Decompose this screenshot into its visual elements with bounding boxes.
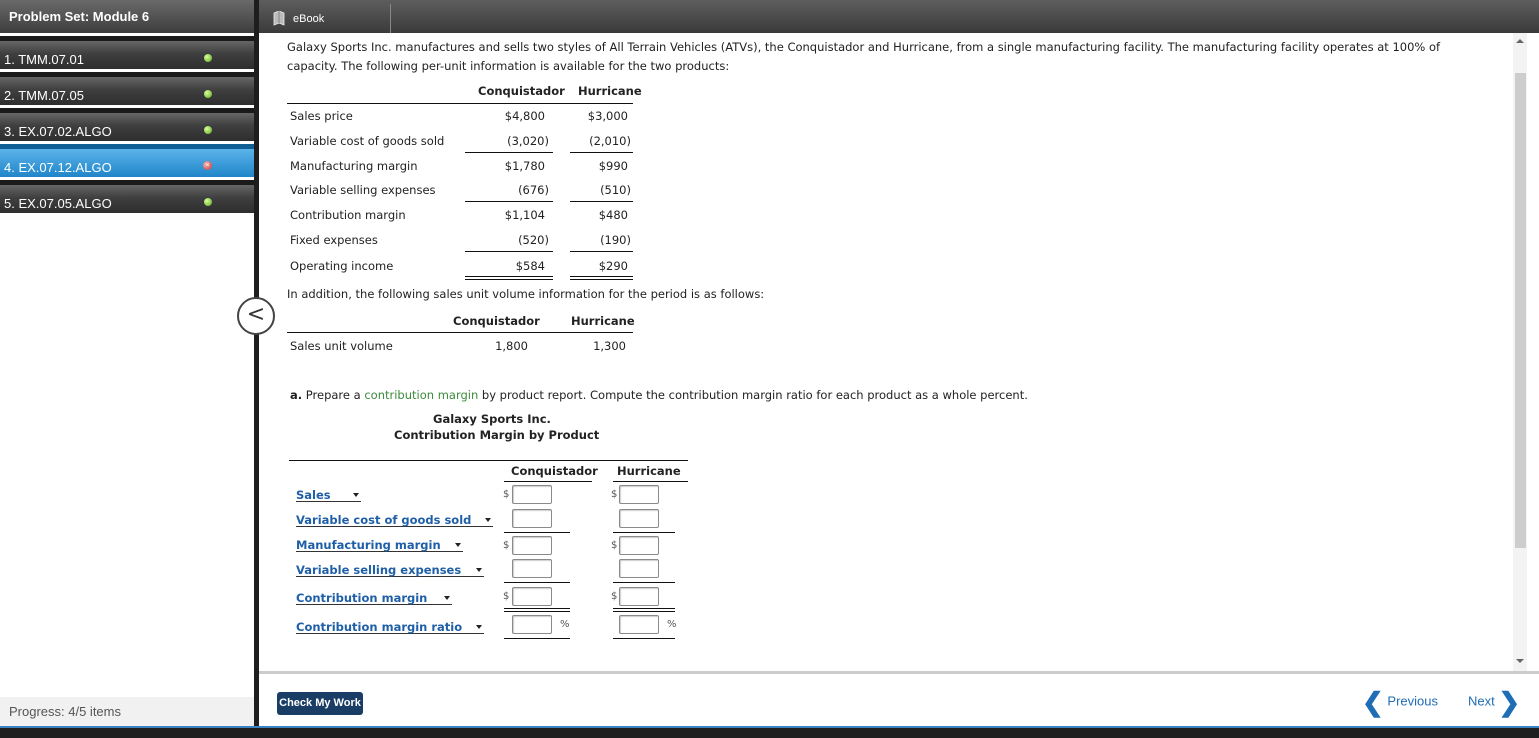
percent-sign: % — [667, 619, 677, 630]
table2-cell: 1,300 — [593, 339, 626, 353]
table1-cell: $480 — [598, 208, 628, 222]
book-icon — [273, 11, 285, 26]
table2-header-hurricane: Hurricane — [571, 314, 635, 328]
sidebar-item-label: 2. TMM.07.05 — [4, 88, 84, 103]
scroll-down-icon[interactable] — [1516, 659, 1524, 663]
table1-header-conquistador: Conquistador — [478, 84, 565, 98]
top-toolbar — [259, 0, 1539, 33]
chevron-left-icon: ❮ — [1362, 687, 1384, 717]
part-a-prefix: a. — [290, 388, 303, 402]
table1-cell: (3,020) — [507, 134, 549, 148]
scroll-thumb[interactable] — [1515, 73, 1526, 548]
variable-cost-hurricane-input[interactable] — [619, 509, 659, 528]
subtotal-rule — [465, 201, 553, 202]
table1-cell: $584 — [515, 259, 545, 273]
sidebar-item-5[interactable] — [0, 180, 256, 213]
column-rule — [504, 481, 592, 482]
sidebar-item-label: 5. EX.07.05.ALGO — [4, 196, 112, 211]
sidebar — [0, 33, 256, 723]
report-company: Galaxy Sports Inc. — [433, 412, 551, 426]
progress-text: Progress: 4/5 items — [0, 697, 254, 726]
table1-top-rule — [287, 103, 633, 104]
contribution-margin-ratio-dropdown[interactable]: Contribution margin ratio — [296, 620, 484, 634]
ebook-label: eBook — [293, 13, 325, 25]
dollar-sign: $ — [611, 540, 618, 551]
report-header-conquistador: Conquistador — [511, 464, 598, 478]
caret-down-icon — [476, 568, 482, 572]
dollar-sign: $ — [503, 540, 510, 551]
sidebar-item-3[interactable] — [0, 108, 256, 141]
sidebar-item-2[interactable] — [0, 72, 256, 105]
caret-down-icon — [444, 596, 450, 600]
variable-selling-conquistador-input[interactable] — [512, 559, 552, 578]
check-my-work-button[interactable]: Check My Work — [277, 692, 363, 715]
percent-sign: % — [560, 619, 570, 630]
dollar-sign: $ — [611, 489, 618, 500]
table1-cell: (510) — [600, 183, 631, 197]
sales-conquistador-input[interactable] — [512, 485, 552, 504]
subtotal-rule — [570, 251, 633, 252]
problem-content — [259, 33, 1513, 671]
report-title: Contribution Margin by Product — [394, 428, 600, 442]
dollar-sign: $ — [503, 591, 510, 602]
complete-status-icon — [204, 54, 212, 62]
cm-ratio-conquistador-input[interactable] — [512, 615, 552, 634]
variable-selling-hurricane-input[interactable] — [619, 559, 659, 578]
variable-cost-dropdown[interactable]: Variable cost of goods sold — [296, 513, 493, 527]
chevron-right-icon: ❯ — [1498, 687, 1521, 717]
report-header-hurricane: Hurricane — [617, 464, 681, 478]
variable-cost-conquistador-input[interactable] — [512, 509, 552, 528]
subtotal-rule — [570, 152, 633, 153]
sidebar-item-4[interactable] — [0, 144, 256, 177]
caret-down-icon — [353, 493, 359, 497]
part-a-text: by product report. Compute the contribution margin ratio for each product as a whole percent. — [481, 388, 1028, 402]
problem-set-title: Problem Set: Module 6 — [0, 0, 256, 33]
sidebar-item-label: 3. EX.07.02.ALGO — [4, 124, 112, 139]
manufacturing-margin-dropdown[interactable]: Manufacturing margin — [296, 538, 463, 552]
content-scrollbar[interactable] — [1513, 33, 1527, 671]
manufacturing-margin-hurricane-input[interactable] — [619, 536, 659, 555]
complete-status-icon — [204, 198, 212, 206]
total-double-rule — [504, 608, 570, 612]
table1-cell: (676) — [518, 183, 549, 197]
addition-text: In addition, the following sales unit volume information for the period is as follows: — [287, 287, 765, 301]
ratio-rule — [613, 638, 675, 639]
table1-cell: (2,010) — [589, 134, 631, 148]
collapse-sidebar-button[interactable]: < — [237, 297, 275, 335]
total-double-rule — [570, 276, 633, 280]
table1-row-label: Operating income — [290, 259, 394, 273]
report-top-rule — [289, 460, 688, 461]
part-a-instruction — [290, 388, 1028, 402]
manufacturing-margin-conquistador-input[interactable] — [512, 536, 552, 555]
variable-selling-expenses-dropdown[interactable]: Variable selling expenses — [296, 563, 484, 577]
next-label: Next — [1468, 693, 1495, 709]
caret-down-icon — [476, 625, 482, 629]
contribution-margin-hurricane-input[interactable] — [619, 587, 659, 606]
table2-header-conquistador: Conquistador — [453, 314, 540, 328]
column-rule — [613, 481, 688, 482]
table1-header-hurricane: Hurricane — [578, 84, 642, 98]
subtotal-rule — [465, 152, 553, 153]
ratio-rule — [504, 638, 570, 639]
table2-row-label: Sales unit volume — [290, 339, 393, 353]
cm-ratio-hurricane-input[interactable] — [619, 615, 659, 634]
bottom-bar — [0, 726, 1539, 738]
previous-label: Previous — [1387, 693, 1438, 709]
table1-cell: $1,104 — [504, 208, 545, 222]
dollar-sign: $ — [611, 591, 618, 602]
table1-cell: $990 — [598, 159, 628, 173]
table1-cell: $4,800 — [504, 109, 545, 123]
table1-row-label: Manufacturing margin — [290, 159, 418, 173]
table1-row-label: Variable selling expenses — [290, 183, 436, 197]
caret-down-icon — [485, 518, 491, 522]
problem-intro: Galaxy Sports Inc. manufactures and sells two styles of All Terrain Vehicles (ATVs), the Conquistador and Hurricane, from a single manufacturing facility. The manufacturing facility operates at 100% of capacity. The following per-unit information is available for the two products: — [287, 40, 1441, 73]
footer-divider — [259, 671, 1539, 674]
total-double-rule — [465, 276, 553, 280]
table1-row-label: Sales price — [290, 109, 353, 123]
next-button[interactable] — [1468, 687, 1521, 717]
table1-cell: (520) — [518, 233, 549, 247]
subtotal-rule — [613, 532, 675, 533]
contribution-margin-link[interactable]: contribution margin — [364, 388, 479, 402]
table1-row-label: Fixed expenses — [290, 233, 378, 247]
subtotal-rule — [465, 251, 553, 252]
subtotal-rule — [504, 532, 570, 533]
table1-cell: $290 — [598, 259, 628, 273]
table2-cell: 1,800 — [495, 339, 528, 353]
contribution-margin-dropdown[interactable]: Contribution margin — [296, 591, 452, 605]
caret-down-icon — [455, 543, 461, 547]
table1-row-label: Variable cost of goods sold — [290, 134, 445, 148]
sales-hurricane-input[interactable] — [619, 485, 659, 504]
table2-top-rule — [287, 332, 633, 333]
ebook-tab[interactable] — [265, 4, 391, 33]
part-a-text: Prepare a — [305, 388, 361, 402]
complete-status-icon — [204, 90, 212, 98]
contribution-margin-conquistador-input[interactable] — [512, 587, 552, 606]
sidebar-item-label: 4. EX.07.12.ALGO — [4, 160, 112, 175]
subtotal-rule — [613, 582, 675, 583]
table1-cell: $3,000 — [587, 109, 628, 123]
sidebar-item-1[interactable] — [0, 36, 256, 69]
dollar-sign: $ — [503, 489, 510, 500]
table1-cell: $1,780 — [504, 159, 545, 173]
subtotal-rule — [570, 201, 633, 202]
incorrect-status-icon: × — [203, 161, 212, 170]
scroll-up-icon[interactable] — [1516, 39, 1524, 43]
table1-row-label: Contribution margin — [290, 208, 406, 222]
table1-cell: (190) — [600, 233, 631, 247]
complete-status-icon — [204, 126, 212, 134]
total-double-rule — [613, 608, 675, 612]
previous-button[interactable] — [1362, 687, 1438, 717]
subtotal-rule — [504, 582, 570, 583]
sidebar-item-label: 1. TMM.07.01 — [4, 52, 84, 67]
sales-dropdown[interactable]: Sales — [296, 488, 361, 502]
